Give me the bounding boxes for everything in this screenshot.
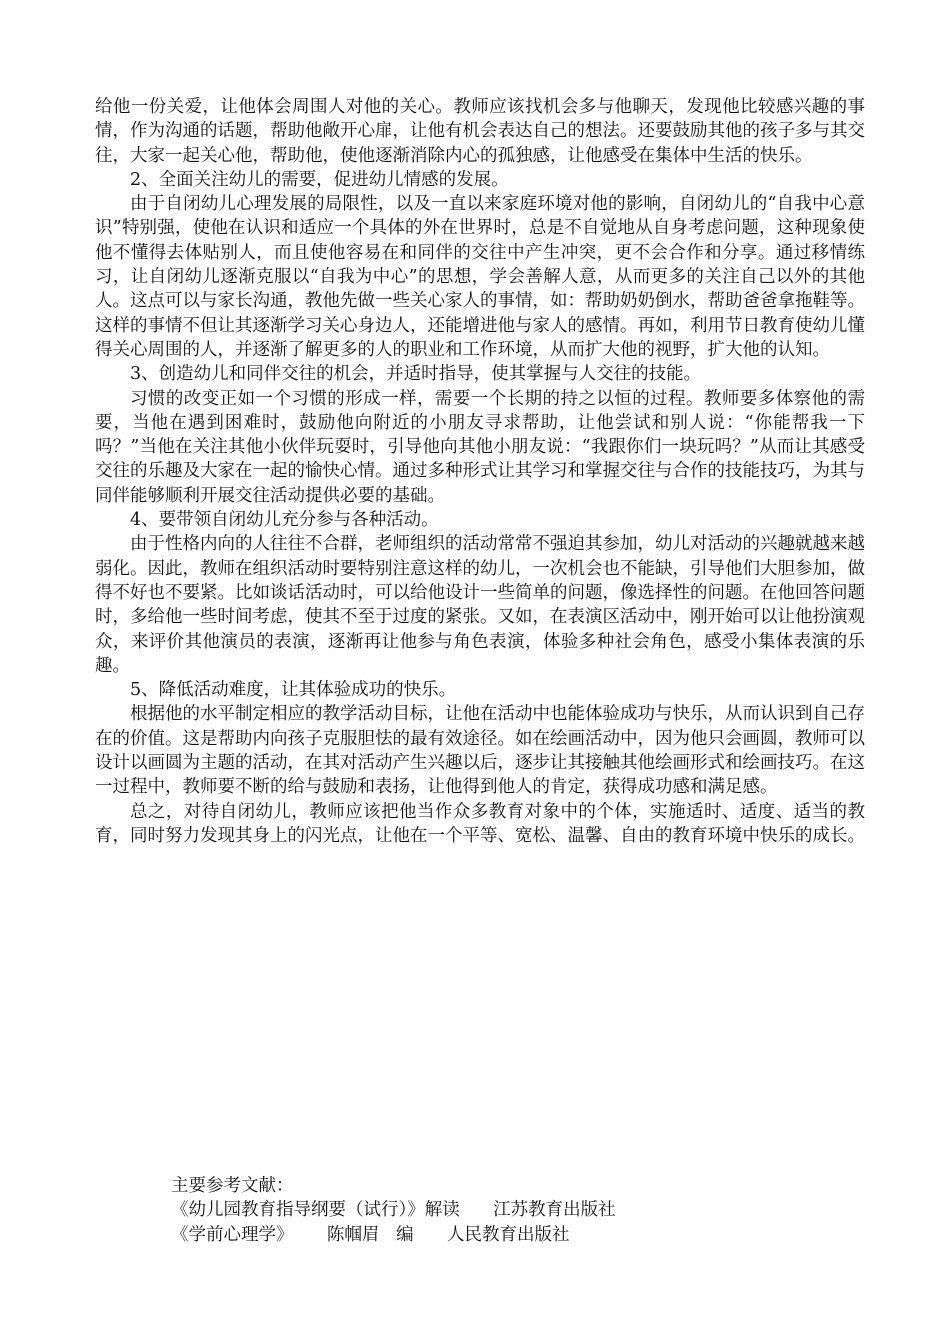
section-heading-4: 4、要带领自闭幼儿充分参与各种活动。 [130,510,439,531]
conclusion-paragraph: 总之，对待自闭幼儿，教师应该把他当作众多教育对象中的个体，实施适时、适度、适当的教育，同时努力发现其身上的闪光点，让他在一个平等、宽松、温馨、自由的教育环境中快乐的成长。 [95,801,865,846]
reference-item: 《幼儿园教育指导纲要（试行）》解读 江苏教育出版社 [171,1200,616,1221]
body-text [95,95,865,848]
paragraph: 根据他的水平制定相应的教学活动目标，让他在活动中也能体验成功与快乐，从而认识到自己存在的价值。这是帮助内向孩子克服胆怯的最有效途径。如在绘画活动中，因为他只会画圆，教师可以设计以画圆为主题的活动，在其对活动产生兴趣以后，逐步让其接触其他绘画形式和绘画技巧。在这一过程中，教师要不断的给与鼓励和表扬，让他得到他人的肯定，获得成功感和满足感。 [95,704,865,798]
paragraph-continuation: 给他一份关爱，让他体会周围人对他的关心。教师应该找机会多与他聊天，发现他比较感兴趣的事情，作为沟通的话题，帮助他敞开心扉，让他有机会表达自己的想法。还要鼓励其他的孩子多与其交往，大家一起关心他，帮助他，使他逐渐消除内心的孤独感，让他感受在集体中生活的快乐。 [95,97,865,166]
paragraph: 由于性格内向的人往往不合群，老师组织的活动常常不强迫其参加，幼儿对活动的兴趣就越来越弱化。因此，教师在组织活动时要特别注意这样的幼儿，一次机会也不能缺，引导他们大胆参加，做得不好也不要紧。比如谈话活动时，可以给他设计一些简单的问题，像选择性的问题。在他回答问题时，多给他一些时间考虑，使其不至于过度的紧张。又如，在表演区活动中，刚开始可以让他扮演观众，来评价其他演员的表演，逐渐再让他参与角色表演，体验多种社会角色，感受小集体表演的乐趣。 [95,534,865,676]
section-heading-3: 3、创造幼儿和同伴交往的机会，并适时指导，使其掌握与人交往的技能。 [130,364,702,385]
reference-item: 《学前心理学》 陈帼眉 编 人民教育出版社 [171,1224,570,1245]
references-section [171,1174,851,1247]
section-heading-2: 2、全面关注幼儿的需要，促进幼儿情感的发展。 [130,169,509,190]
paragraph: 习惯的改变正如一个习惯的形成一样，需要一个长期的持之以恒的过程。教师要多体察他的需要，当他在遇到困难时，鼓励他向附近的小朋友寻求帮助，让他尝试和别人说：“你能帮我一下吗？”当他在关注其他小伙伴玩耍时，引导他向其他小朋友说：“我跟你们一块玩吗？”从而让其感受交往的乐趣及大家在一起的愉快心情。通过多种形式让其学习和掌握交往与合作的技能技巧，为其与同伴能够顺利开展交往活动提供必要的基础。 [95,388,865,506]
section-heading-5: 5、降低活动难度，让其体验成功的快乐。 [130,680,457,701]
paragraph: 由于自闭幼儿心理发展的局限性，以及一直以来家庭环境对他的影响，自闭幼儿的“自我中心意识”特别强，使他在认识和适应一个具体的外在世界时，总是不自觉地从自身考虑问题，这种现象使他不懂得去体贴别人，而且使他容易在和同伴的交往中产生冲突，更不会合作和分享。通过移情练习，让自闭幼儿逐渐克服以“自我为中心”的思想，学会善解人意，从而更多的关注自己以外的其他人。这点可以与家长沟通，教他先做一些关心家人的事情，如：帮助奶奶倒水，帮助爸爸拿拖鞋等。这样的事情不但让其逐渐学习关心身边人，还能增进他与家人的感情。再如，利用节日教育使幼儿懂得关心周围的人，并逐渐了解更多的人的职业和工作环境，从而扩大他的视野，扩大他的认知。 [95,194,865,360]
references-heading: 主要参考文献： [171,1176,294,1196]
